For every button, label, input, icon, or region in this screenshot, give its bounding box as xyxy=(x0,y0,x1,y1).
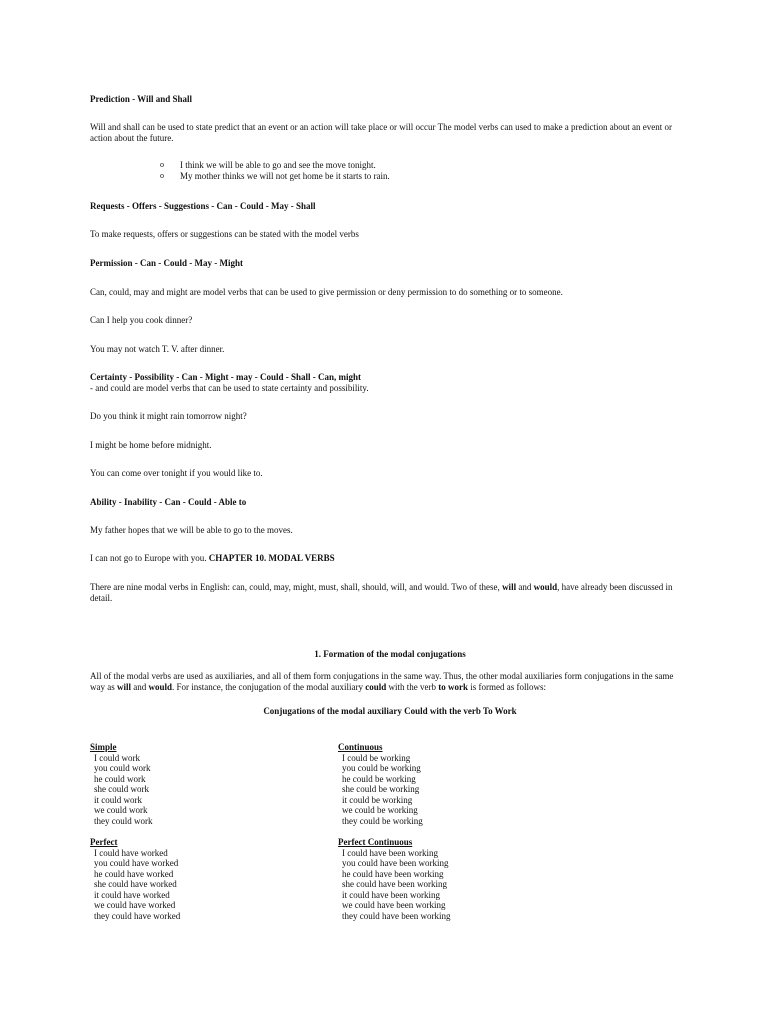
formation-would: would xyxy=(148,681,173,692)
perfect-continuous-column xyxy=(338,837,568,921)
permission-body: Can, could, may and might are model verbs that can be used to give permission or deny permission to do something or to someone. xyxy=(90,287,563,297)
formation-text: is formed as follows: xyxy=(468,681,546,692)
conjugation-row: you could be working xyxy=(342,763,421,773)
conjugation-row: they could have been working xyxy=(342,910,451,921)
conjugation-row: he could have worked xyxy=(94,868,174,879)
conjugation-row: it could have been working xyxy=(342,889,440,900)
conjugation-row: we could have worked xyxy=(94,900,176,910)
formation-text: . For instance, the conjugation of the modal auxiliary xyxy=(172,681,366,692)
heading-permission: Permission - Can - Could - May - Might xyxy=(90,258,243,268)
prediction-body: Will and shall can be used to state predict that an event or an action will take place or will occur The model verbs can used to make a prediction about an event or action about the future. xyxy=(90,122,673,143)
formation-paragraph xyxy=(90,671,690,692)
heading-ability: Ability - Inability - Can - Could - Able to xyxy=(90,497,247,507)
ability-example: My father hopes that we will be able to go to the moves. xyxy=(90,525,293,535)
continuous-label: Continuous xyxy=(338,742,383,752)
conjugation-table-title: Conjugations of the modal auxiliary Could with the verb To Work xyxy=(263,706,517,716)
conjugation-row: he could be working xyxy=(342,773,416,784)
conjugation-row: I could have been working xyxy=(342,847,438,858)
certainty-example: I might be home before midnight. xyxy=(90,440,212,450)
permission-example: You may not watch T. V. after dinner. xyxy=(90,344,225,354)
heading-formation: 1. Formation of the modal conjugations xyxy=(314,649,466,659)
conjugation-row: we could be working xyxy=(342,805,418,815)
perfect-column xyxy=(90,837,320,921)
conjugation-row: she could have worked xyxy=(94,879,177,889)
continuous-column xyxy=(338,742,568,826)
ability-example-text: I can not go to Europe with you. xyxy=(90,553,209,563)
heading-requests: Requests - Offers - Suggestions - Can - Could - May - Shall xyxy=(90,201,316,211)
conjugation-row: she could work xyxy=(94,784,149,794)
certainty-example: Do you think it might rain tomorrow night? xyxy=(90,411,247,421)
formation-to-work: to work xyxy=(438,681,468,692)
formation-will: will xyxy=(117,681,132,692)
conjugation-row: we could have been working xyxy=(342,900,446,910)
conjugation-row: it could be working xyxy=(342,794,413,805)
intro-text: There are nine modal verbs in English: can, could, may, might, must, shall, should, will, and would. Two of these, xyxy=(90,582,503,592)
heading-prediction: Prediction - Will and Shall xyxy=(90,94,193,104)
conjugation-row: he could work xyxy=(94,773,146,784)
permission-example: Can I help you cook dinner? xyxy=(90,315,193,325)
chapter-title: CHAPTER 10. MODAL VERBS xyxy=(208,553,335,563)
conjugation-row: I could be working xyxy=(342,752,411,763)
conjugation-row: you could have worked xyxy=(94,858,179,868)
requests-body: To make requests, offers or suggestions can be stated with the model verbs xyxy=(90,229,359,239)
conjugation-row: it could work xyxy=(94,794,142,805)
list-item: o I think we will be able to go and see the move tonight. xyxy=(160,160,390,171)
simple-label: Simple xyxy=(90,742,117,752)
heading-certainty: Certainty - Possibility - Can - Might - may - Could - Shall - Can, might xyxy=(90,372,362,382)
formation-could: could xyxy=(365,681,387,692)
conjugation-row: you could have been working xyxy=(342,858,449,868)
conjugation-row: we could work xyxy=(94,805,148,815)
certainty-body: - and could are model verbs that can be used to state certainty and possibility. xyxy=(90,383,369,393)
ability-example-with-chapter xyxy=(90,553,690,564)
perfect-continuous-label: Perfect Continuous xyxy=(338,837,413,847)
perfect-label: Perfect xyxy=(90,837,118,847)
certainty-example: You can come over tonight if you would like to. xyxy=(90,468,263,478)
formation-text: with the verb xyxy=(386,681,439,692)
prediction-bullets xyxy=(160,160,390,181)
conjugation-row: I could work xyxy=(94,752,140,763)
conjugation-row: I could have worked xyxy=(94,847,168,858)
intro-and: and xyxy=(516,582,534,592)
intro-would: would xyxy=(533,582,558,592)
simple-column xyxy=(90,742,320,826)
formation-text: All of the modal verbs are used as auxiliaries, and all of them form conjugations in the same way. Thus, the other modal auxiliaries form conjugations in the same way as xyxy=(90,671,674,692)
intro-will: will xyxy=(502,582,517,592)
conjugation-row: he could have been working xyxy=(342,868,444,879)
list-item: o My mother thinks we will not get home be it starts to rain. xyxy=(160,171,390,182)
conjugation-row: she could be working xyxy=(342,784,420,794)
intro-paragraph xyxy=(90,582,690,603)
intro-text-end: , have already been discussed in detail. xyxy=(90,582,673,603)
conjugation-row: they could be working xyxy=(342,815,423,826)
conjugation-row: they could work xyxy=(94,815,153,826)
conjugation-row: it could have worked xyxy=(94,889,170,900)
formation-and: and xyxy=(131,681,149,692)
conjugation-row: you could work xyxy=(94,763,151,773)
conjugation-row: they could have worked xyxy=(94,910,181,921)
conjugation-row: she could have been working xyxy=(342,879,447,889)
